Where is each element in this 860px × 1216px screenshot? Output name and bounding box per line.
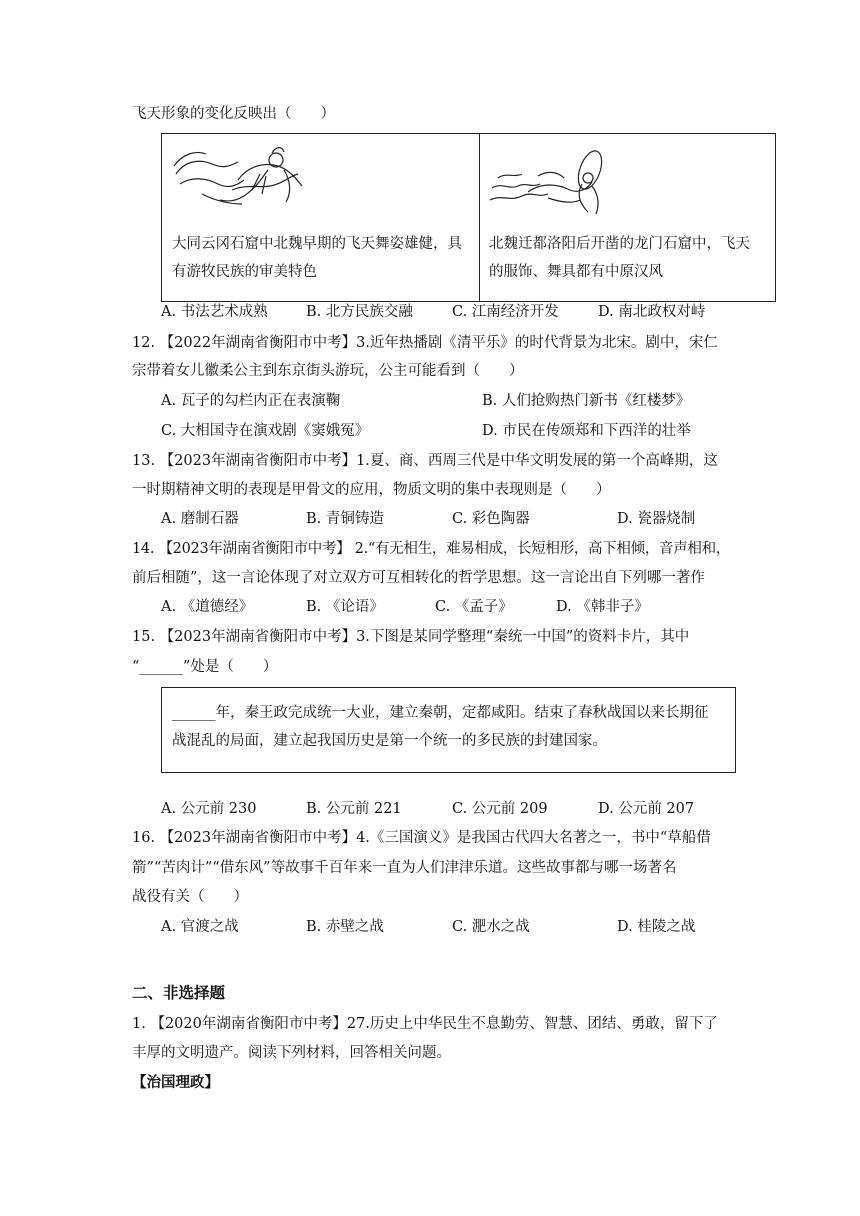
q11-option-d: D. 南北政权对峙 bbox=[598, 304, 706, 320]
q14-option-b: B. 《论语》 bbox=[306, 599, 384, 615]
card-text-line2: 战混乱的局面，建立起我国历史是第一个统一的多民族的封建国家。 bbox=[172, 733, 607, 749]
q16-option-b: B. 赤壁之战 bbox=[306, 919, 384, 935]
left-caption-line2: 有游牧民族的审美特色 bbox=[172, 264, 317, 280]
flying-apsara-yungang-image bbox=[172, 144, 307, 210]
q11-stem: 飞天形象的变化反映出（ ） bbox=[132, 106, 335, 122]
q12-option-c: C. 大相国寺在演戏剧《窦娥冤》 bbox=[161, 423, 370, 439]
q14-option-c: C. 《孟子》 bbox=[435, 599, 513, 615]
q16-option-c: C. 淝水之战 bbox=[452, 919, 530, 935]
q12-stem-line1: 12. 【2022年湖南省衡阳市中考】3.近年热播剧《清平乐》的时代背景为北宋。剧中，宋仁 bbox=[132, 335, 718, 351]
q15-stem-line1: 15. 【2023年湖南省衡阳市中考】3.下图是某同学整理“秦统一中国”的资料卡片，其中 bbox=[132, 629, 690, 645]
q16-stem-line1: 16. 【2023年湖南省衡阳市中考】4.《三国演义》是我国古代四大名著之一，书中“草船借 bbox=[132, 830, 711, 846]
right-caption-line2: 的服饰、舞具都有中原汉风 bbox=[489, 264, 663, 280]
figure-left-cell bbox=[162, 134, 479, 301]
q13-option-c: C. 彩色陶器 bbox=[452, 511, 530, 527]
q14-stem-line1: 14. 【2023年湖南省衡阳市中考】 2.“有无相生，难易相成，长短相形，高下相倾，音声相和， bbox=[132, 541, 731, 557]
q11-option-a: A. 书法艺术成熟 bbox=[161, 304, 268, 320]
q12-stem-line2: 宗带着女儿徽柔公主到东京街头游玩，公主可能看到（ ） bbox=[132, 363, 524, 379]
q14-stem-line2: 前后相随”，这一言论体现了对立双方可互相转化的哲学思想。这一言论出自下列哪一著作 bbox=[132, 570, 705, 586]
q16-option-a: A. 官渡之战 bbox=[161, 919, 239, 935]
card-text-line1: ______年，秦王政完成统一大业，建立秦朝，定都咸阳。结束了春秋战国以来长期征 bbox=[172, 705, 709, 721]
section-heading: 二、非选择题 bbox=[132, 983, 226, 1002]
q11-option-c: C. 江南经济开发 bbox=[452, 304, 559, 320]
q15-option-b: B. 公元前 221 bbox=[306, 801, 402, 817]
q16-option-d: D. 桂陵之战 bbox=[617, 919, 696, 935]
right-caption-line1: 北魏迁都洛阳后开凿的龙门石窟中，飞天 bbox=[489, 236, 750, 252]
q15-option-c: C. 公元前 209 bbox=[452, 801, 548, 817]
q13-option-b: B. 青铜铸造 bbox=[306, 511, 384, 527]
q13-option-d: D. 瓷器烧制 bbox=[617, 511, 696, 527]
section2-q1-line2: 丰厚的文明遗产。阅读下列材料，回答相关问题。 bbox=[132, 1045, 451, 1061]
q15-option-d: D. 公元前 207 bbox=[598, 801, 695, 817]
qin-unification-card bbox=[161, 687, 736, 773]
q13-stem-line1: 13. 【2023年湖南省衡阳市中考】1.夏、商、西周三代是中华文明发展的第一个高峰期，这 bbox=[132, 453, 718, 469]
q14-option-a: A. 《道德经》 bbox=[161, 599, 254, 615]
q12-option-d: D. 市民在传颂郑和下西洋的壮举 bbox=[482, 423, 691, 439]
section2-subheading: 【治国理政】 bbox=[132, 1074, 219, 1091]
left-caption-line1: 大同云冈石窟中北魏早期的飞天舞姿雄健，具 bbox=[172, 236, 462, 252]
q13-stem-line2: 一时期精神文明的表现是甲骨文的应用，物质文明的集中表现则是（ ） bbox=[132, 482, 611, 498]
q14-option-d: D. 《韩非子》 bbox=[556, 599, 649, 615]
q11-option-b: B. 北方民族交融 bbox=[306, 304, 413, 320]
figure-table bbox=[161, 133, 776, 302]
flying-apsara-longmen-image bbox=[488, 148, 618, 220]
q16-stem-line3: 战役有关（ ） bbox=[132, 889, 248, 905]
q12-option-a: A. 瓦子的勾栏内正在表演鞠 bbox=[161, 393, 341, 409]
q12-option-b: B. 人们抢购热门新书《红楼梦》 bbox=[482, 393, 691, 409]
q15-stem-line2: “______”处是（ ） bbox=[132, 659, 278, 675]
figure-right-cell bbox=[479, 134, 775, 301]
q13-option-a: A. 磨制石器 bbox=[161, 511, 239, 527]
section2-q1-line1: 1. 【2020年湖南省衡阳市中考】27.历史上中华民生不息勤劳、智慧、团结、勇敢，留下了 bbox=[132, 1016, 718, 1032]
q16-stem-line2: 箭”“苦肉计”“借东风”等故事千百年来一直为人们津津乐道。这些故事都与哪一场著名 bbox=[132, 860, 677, 876]
q15-option-a: A. 公元前 230 bbox=[161, 801, 257, 817]
